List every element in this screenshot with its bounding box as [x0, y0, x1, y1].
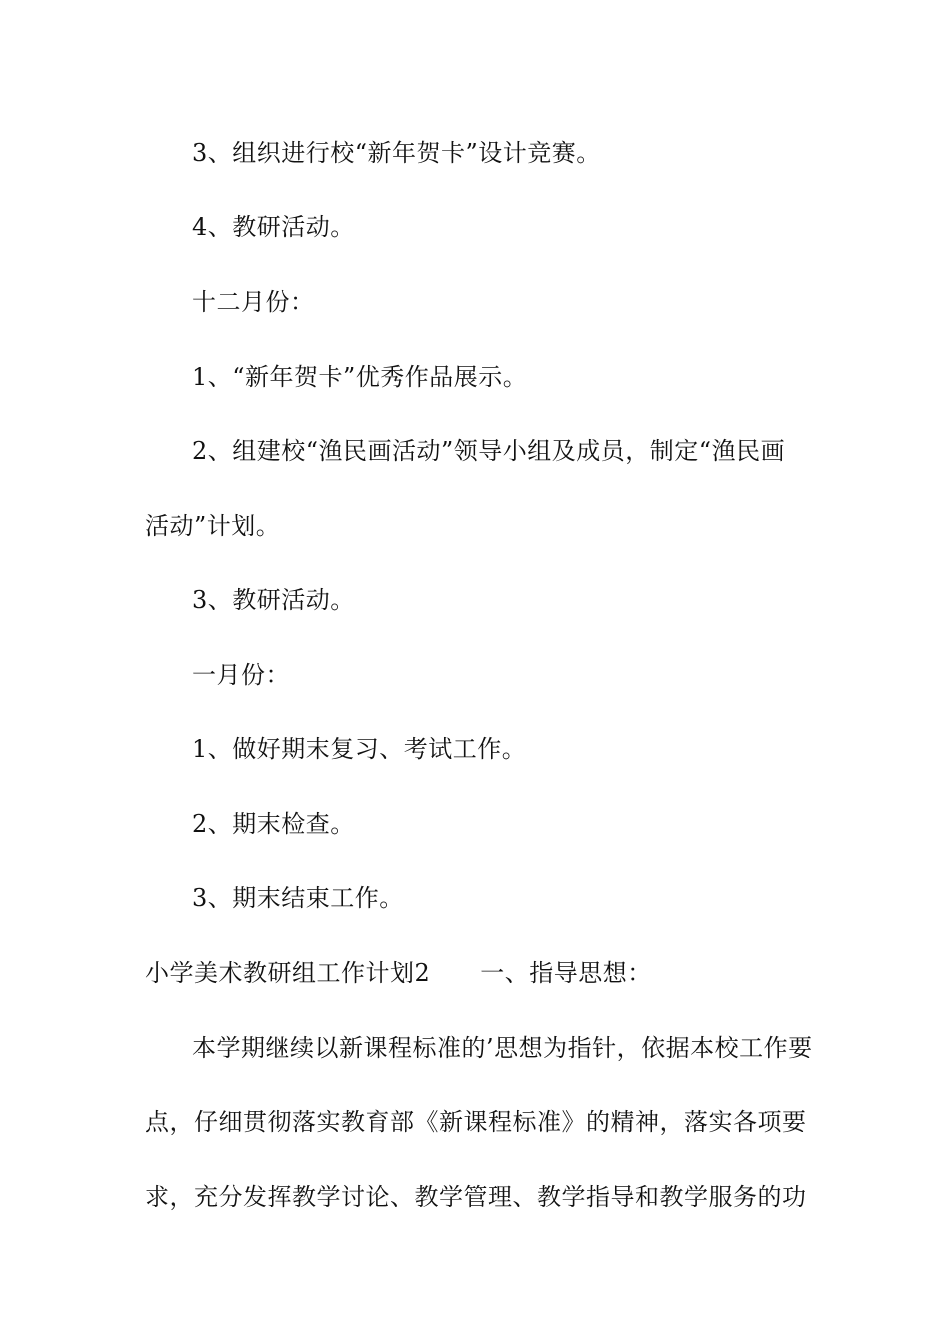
text-line: 2、组建校“渔民画活动”领导小组及成员，制定“渔民画 [192, 437, 786, 465]
month-heading: 十二月份： [192, 288, 315, 316]
paragraph-line: 求，充分发挥教学讨论、教学管理、教学指导和教学服务的功 [145, 1183, 807, 1211]
text-line: 3、组织进行校“新年贺卡”设计竞赛。 [192, 139, 601, 167]
section-subheading: 一、指导思想： [480, 959, 652, 987]
section-heading-row [145, 958, 652, 988]
month-heading: 一月份： [192, 661, 290, 689]
paragraph-line: 本学期继续以新课程标准的’思想为指针，依据本校工作要 [192, 1034, 813, 1062]
section-title: 小学美术教研组工作计划2 [145, 959, 431, 987]
text-line: 4、教研活动。 [192, 213, 355, 241]
text-line: 2、期末检查。 [192, 810, 355, 838]
text-line: 3、教研活动。 [192, 586, 355, 614]
text-line: 1、做好期末复习、考试工作。 [192, 735, 527, 763]
text-line: 1、“新年贺卡”优秀作品展示。 [192, 363, 528, 391]
text-line: 活动”计划。 [145, 512, 281, 540]
text-line: 3、期末结束工作。 [192, 884, 404, 912]
paragraph-line: 点，仔细贯彻落实教育部《新课程标准》的精神，落实各项要 [145, 1108, 807, 1136]
